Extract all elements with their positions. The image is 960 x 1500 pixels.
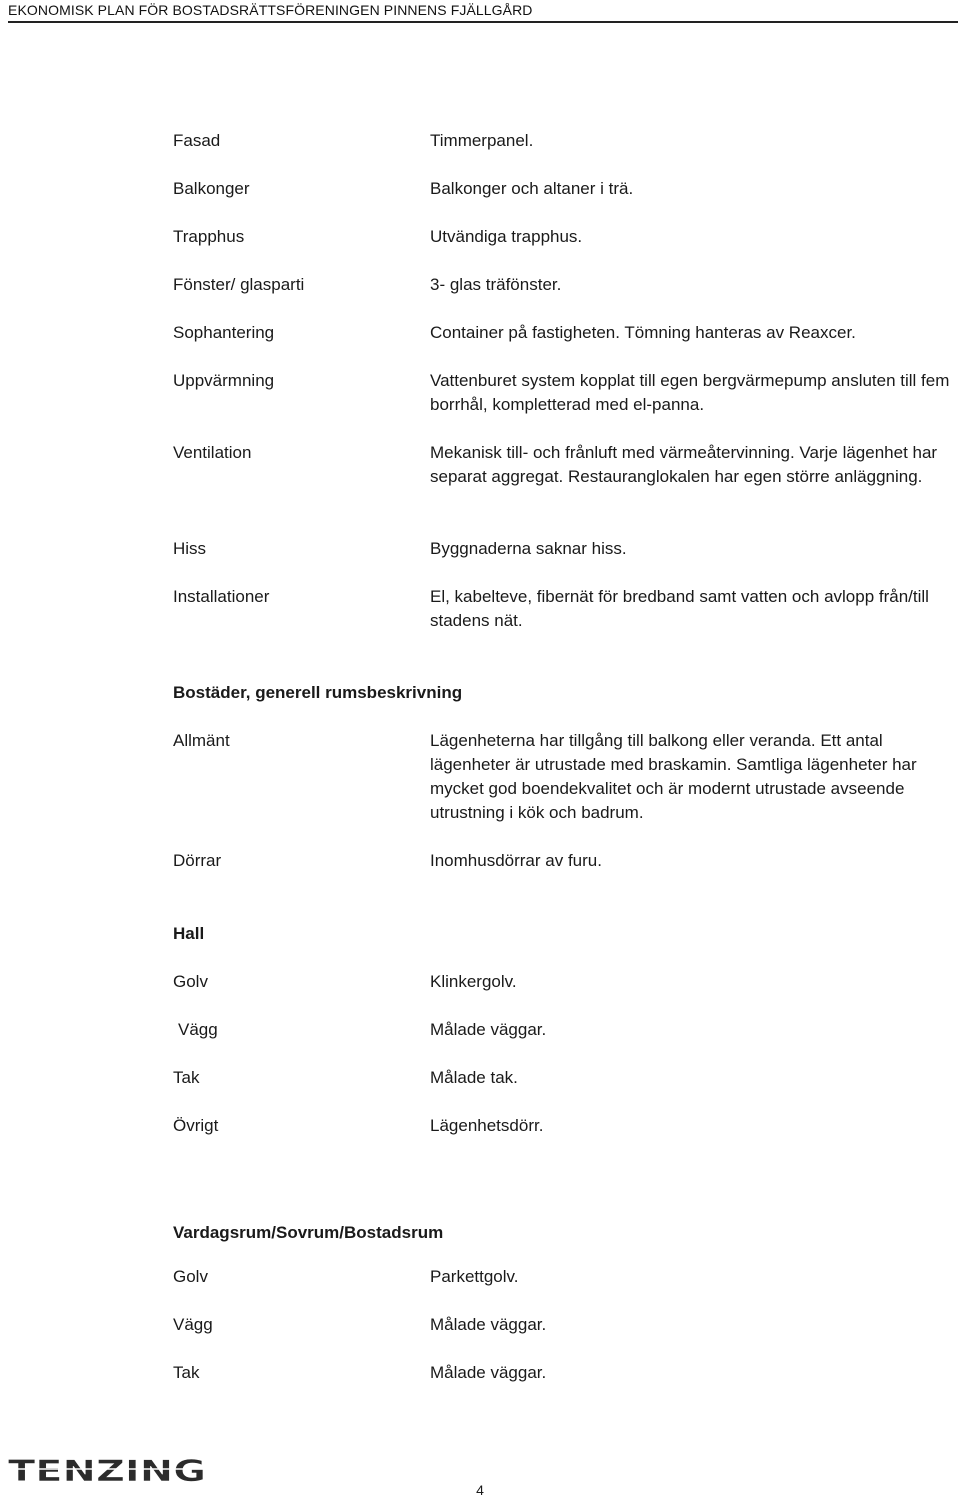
- spec-value: Lägenheterna har tillgång till balkong eller veranda. Ett antal lägenheter är utrustade med braskamin. Samtliga lägenheter har mycket god boendekvalitet och är modernt utrustade avseende utrustning i kök och badrum.: [430, 731, 917, 822]
- spec-value: Container på fastigheten. Tömning hanteras av Reaxcer.: [430, 323, 856, 342]
- spec-value: Inomhusdörrar av furu.: [430, 851, 602, 870]
- spec-label: Allmänt: [173, 731, 230, 750]
- spec-value: Balkonger och altaner i trä.: [430, 179, 634, 198]
- spec-value: Målade väggar.: [430, 1363, 547, 1382]
- spec-value: Målade väggar.: [430, 1315, 547, 1334]
- spec-label: Övrigt: [173, 1116, 219, 1135]
- spec-label: Vägg: [173, 1315, 213, 1334]
- page-number: 4: [476, 1482, 484, 1498]
- spec-label: Hiss: [173, 539, 207, 558]
- spec-label: Tak: [173, 1363, 200, 1382]
- spec-label: Vägg: [178, 1020, 218, 1039]
- spec-value: Parkettgolv.: [430, 1267, 519, 1286]
- spec-label: Trapphus: [173, 227, 245, 246]
- spec-value: Timmerpanel.: [430, 131, 534, 150]
- spec-label: Uppvärmning: [173, 371, 275, 390]
- document-header: EKONOMISK PLAN FÖR BOSTADSRÄTTSFÖRENINGEN PINNENS FJÄLLGÅRD: [8, 2, 958, 23]
- spec-label: Golv: [173, 972, 208, 991]
- spec-value: Lägenhetsdörr.: [430, 1116, 544, 1135]
- spec-label: Dörrar: [173, 851, 222, 870]
- tenzing-logo: [8, 1455, 208, 1485]
- spec-value: Vattenburet system kopplat till egen bergvärmepump ansluten till fem borrhål, kompletterad med el-panna.: [430, 371, 950, 414]
- spec-value: Målade väggar.: [430, 1020, 547, 1039]
- spec-value: 3- glas träfönster.: [430, 275, 562, 294]
- spec-value: Utvändiga trapphus.: [430, 227, 583, 246]
- spec-value: Klinkergolv.: [430, 972, 517, 991]
- logo-wordmark: TENZING: [8, 1455, 206, 1485]
- spec-value: El, kabelteve, fibernät för bredband samt vatten och avlopp från/till stadens nät.: [430, 587, 929, 630]
- spec-label: Fasad: [173, 131, 221, 150]
- section-heading-bostader: Bostäder, generell rumsbeskrivning: [173, 683, 463, 702]
- section-heading-vardagsrum: Vardagsrum/Sovrum/Bostadsrum: [173, 1223, 444, 1242]
- spec-label: Sophantering: [173, 323, 275, 342]
- spec-label: Golv: [173, 1267, 208, 1286]
- spec-label: Tak: [173, 1068, 200, 1087]
- spec-value: Byggnaderna saknar hiss.: [430, 539, 627, 558]
- section-heading-hall: Hall: [173, 924, 205, 943]
- spec-label: Installationer: [173, 587, 270, 606]
- spec-label: Balkonger: [173, 179, 250, 198]
- spec-label: Fönster/ glasparti: [173, 275, 305, 294]
- spec-value: Mekanisk till- och frånluft med värmeåtervinning. Varje lägenhet har separat aggregat. Restauranglokalen har egen större anläggning.: [430, 443, 938, 486]
- spec-label: Ventilation: [173, 443, 252, 462]
- spec-value: Målade tak.: [430, 1068, 518, 1087]
